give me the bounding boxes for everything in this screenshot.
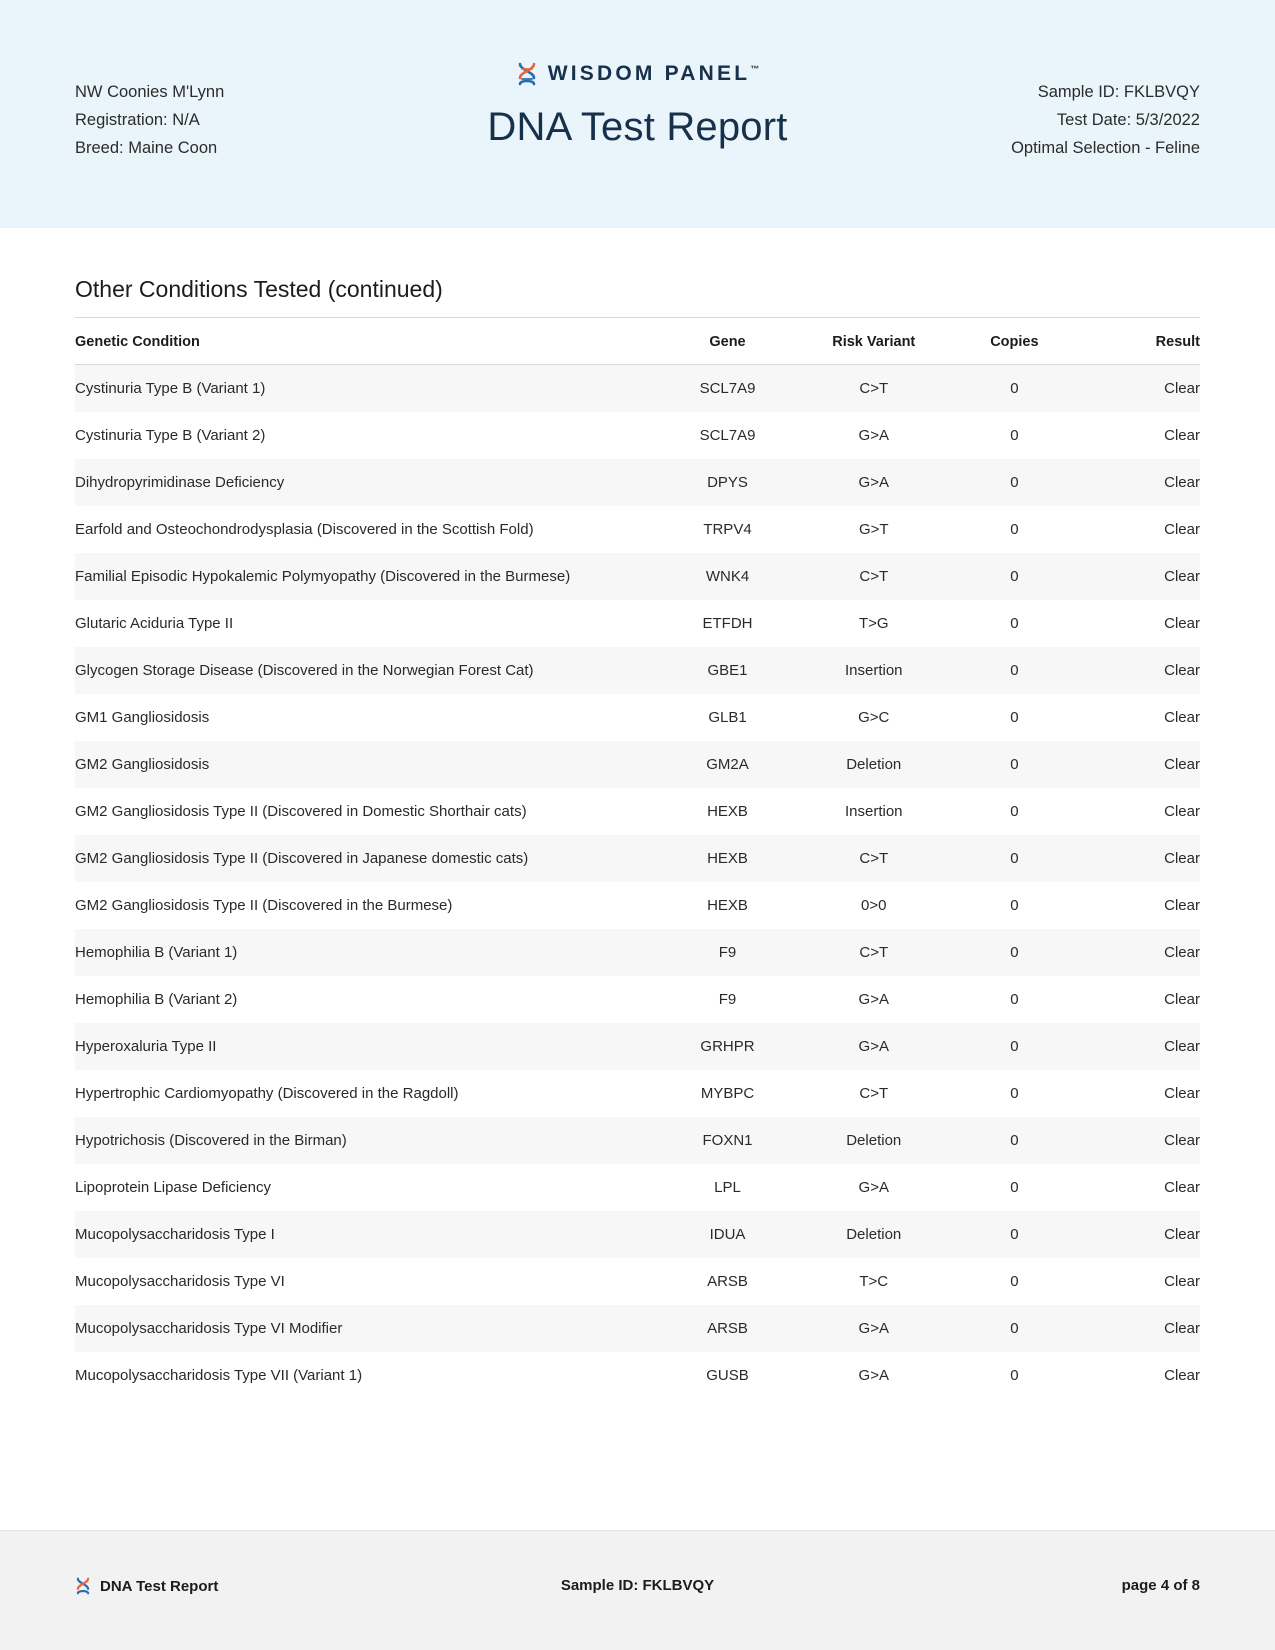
cell-gene: GM2A (706, 756, 749, 773)
cell-copies: 0 (1010, 662, 1019, 679)
cell-copies: 0 (1010, 850, 1019, 867)
cell-result: Clear (1164, 709, 1200, 726)
cell-risk-variant: C>T (859, 1085, 889, 1102)
cell-gene: GRHPR (700, 1038, 755, 1055)
cell-copies: 0 (1010, 1038, 1019, 1055)
cell-risk-variant: Deletion (846, 756, 902, 773)
cell-condition: Mucopolysaccharidosis Type VI (75, 1273, 285, 1290)
cell-gene: SCL7A9 (699, 427, 756, 444)
table-row (75, 1070, 1200, 1117)
cell-gene: ETFDH (702, 615, 753, 632)
cell-result: Clear (1164, 474, 1200, 491)
product-name: Optimal Selection - Feline (1011, 139, 1200, 157)
cell-condition: Hemophilia B (Variant 1) (75, 944, 238, 961)
table-row (75, 553, 1200, 600)
table-row (75, 506, 1200, 553)
cell-risk-variant: C>T (859, 944, 889, 961)
column-header-result: Result (1076, 318, 1200, 365)
footer-sample-id: Sample ID: FKLBVQY (560, 1577, 715, 1594)
cell-condition: Lipoprotein Lipase Deficiency (75, 1179, 271, 1196)
cell-result: Clear (1164, 897, 1200, 914)
table-row (75, 600, 1200, 647)
cell-condition: Cystinuria Type B (Variant 1) (75, 380, 266, 397)
cell-gene: F9 (718, 991, 737, 1008)
cell-gene: HEXB (707, 803, 748, 820)
cell-risk-variant: C>T (859, 568, 889, 585)
column-header-condition: Genetic Condition (75, 318, 660, 365)
cell-gene: LPL (714, 1179, 741, 1196)
pet-breed: Breed: Maine Coon (75, 139, 218, 157)
pet-name: NW Coonies M'Lynn (75, 83, 225, 101)
cell-result: Clear (1164, 803, 1200, 820)
cell-result: Clear (1164, 944, 1200, 961)
cell-risk-variant: G>A (858, 991, 889, 1008)
table-row (75, 1023, 1200, 1070)
cell-condition: Dihydropyrimidinase Deficiency (75, 474, 285, 491)
cell-gene: ARSB (707, 1273, 748, 1290)
cell-risk-variant: Insertion (844, 803, 903, 820)
cell-condition: Mucopolysaccharidosis Type VII (Variant 1) (75, 1367, 363, 1384)
cell-risk-variant: G>A (858, 1038, 889, 1055)
cell-copies: 0 (1010, 380, 1019, 397)
cell-copies: 0 (1010, 568, 1019, 585)
table-row (75, 1305, 1200, 1352)
table-row (75, 459, 1200, 506)
cell-gene: ARSB (707, 1320, 748, 1337)
conditions-table-body (75, 365, 1200, 1400)
column-header-copies: Copies (953, 318, 1077, 365)
cell-result: Clear (1164, 1085, 1200, 1102)
cell-risk-variant: Insertion (844, 662, 903, 679)
cell-copies: 0 (1010, 427, 1019, 444)
pet-registration: Registration: N/A (75, 111, 200, 129)
cell-result: Clear (1164, 1273, 1200, 1290)
page-title: DNA Test Report (487, 105, 788, 149)
cell-result: Clear (1164, 1226, 1200, 1243)
table-row (75, 976, 1200, 1023)
cell-result: Clear (1164, 1179, 1200, 1196)
cell-gene: IDUA (709, 1226, 746, 1243)
cell-result: Clear (1164, 1320, 1200, 1337)
cell-copies: 0 (1010, 1085, 1019, 1102)
cell-condition: GM2 Gangliosidosis (75, 756, 210, 773)
table-row (75, 1164, 1200, 1211)
page-header (0, 0, 1275, 228)
cell-result: Clear (1164, 1132, 1200, 1149)
cell-risk-variant: G>A (858, 1179, 889, 1196)
cell-condition: Hypertrophic Cardiomyopathy (Discovered in the Ragdoll) (75, 1085, 459, 1102)
cell-condition: GM1 Gangliosidosis (75, 709, 210, 726)
cell-condition: Hemophilia B (Variant 2) (75, 991, 238, 1008)
test-date: Test Date: 5/3/2022 (1056, 111, 1200, 129)
cell-result: Clear (1164, 756, 1200, 773)
cell-gene: GLB1 (708, 709, 747, 726)
cell-copies: 0 (1010, 803, 1019, 820)
cell-gene: HEXB (707, 897, 748, 914)
cell-condition: Familial Episodic Hypokalemic Polymyopathy (Discovered in the Burmese) (75, 568, 571, 585)
cell-result: Clear (1164, 1367, 1200, 1384)
table-row (75, 694, 1200, 741)
cell-risk-variant: G>A (858, 474, 889, 491)
brand-name: WISDOM PANEL™ (547, 62, 760, 85)
table-row (75, 882, 1200, 929)
cell-gene: GUSB (706, 1367, 749, 1384)
cell-copies: 0 (1010, 1320, 1019, 1337)
cell-copies: 0 (1010, 1273, 1019, 1290)
trademark-symbol: ™ (750, 64, 760, 74)
cell-copies: 0 (1010, 756, 1019, 773)
cell-gene: GBE1 (707, 662, 748, 679)
cell-gene: MYBPC (700, 1085, 755, 1102)
cell-condition: Glutaric Aciduria Type II (75, 615, 234, 632)
table-row (75, 741, 1200, 788)
cell-condition: GM2 Gangliosidosis Type II (Discovered in the Burmese) (75, 897, 453, 914)
cell-condition: Mucopolysaccharidosis Type I (75, 1226, 275, 1243)
table-row (75, 835, 1200, 882)
cell-copies: 0 (1010, 991, 1019, 1008)
cell-risk-variant: 0>0 (861, 897, 887, 914)
section-title: Other Conditions Tested (continued) (75, 276, 443, 302)
table-row (75, 365, 1200, 413)
cell-condition: Cystinuria Type B (Variant 2) (75, 427, 266, 444)
cell-gene: TRPV4 (703, 521, 752, 538)
cell-result: Clear (1164, 568, 1200, 585)
cell-risk-variant: G>C (858, 709, 890, 726)
conditions-table (75, 318, 1200, 1399)
cell-result: Clear (1164, 1038, 1200, 1055)
cell-copies: 0 (1010, 615, 1019, 632)
table-row (75, 788, 1200, 835)
sample-info-block (1011, 78, 1200, 162)
cell-risk-variant: G>A (858, 1367, 889, 1384)
table-row (75, 647, 1200, 694)
cell-copies: 0 (1010, 1179, 1019, 1196)
footer-page-number: page 4 of 8 (1121, 1577, 1200, 1594)
cell-result: Clear (1164, 615, 1200, 632)
cell-gene: DPYS (707, 474, 748, 491)
table-row (75, 1352, 1200, 1399)
table-row (75, 929, 1200, 976)
cell-result: Clear (1164, 850, 1200, 867)
cell-gene: HEXB (707, 850, 748, 867)
cell-risk-variant: Deletion (846, 1226, 902, 1243)
cell-copies: 0 (1010, 1132, 1019, 1149)
sample-id: Sample ID: FKLBVQY (1037, 83, 1200, 101)
cell-condition: GM2 Gangliosidosis Type II (Discovered in Japanese domestic cats) (75, 850, 529, 867)
cell-copies: 0 (1010, 521, 1019, 538)
cell-condition: Hyperoxaluria Type II (75, 1038, 217, 1055)
cell-risk-variant: T>C (859, 1273, 889, 1290)
cell-copies: 0 (1010, 474, 1019, 491)
cell-result: Clear (1164, 427, 1200, 444)
cell-risk-variant: T>G (858, 615, 889, 632)
table-row (75, 1258, 1200, 1305)
cell-condition: Mucopolysaccharidosis Type VI Modifier (75, 1320, 343, 1337)
cell-risk-variant: G>A (858, 1320, 889, 1337)
cell-condition: GM2 Gangliosidosis Type II (Discovered in Domestic Shorthair cats) (75, 803, 527, 820)
cell-risk-variant: C>T (859, 850, 889, 867)
dna-helix-icon (516, 62, 538, 86)
main-content (0, 276, 1275, 1399)
cell-copies: 0 (1010, 1226, 1019, 1243)
cell-copies: 0 (1010, 944, 1019, 961)
table-row (75, 1117, 1200, 1164)
cell-risk-variant: G>A (858, 427, 889, 444)
cell-copies: 0 (1010, 897, 1019, 914)
cell-risk-variant: G>T (858, 521, 889, 538)
cell-copies: 0 (1010, 709, 1019, 726)
cell-gene: WNK4 (705, 568, 750, 585)
cell-result: Clear (1164, 380, 1200, 397)
cell-gene: FOXN1 (702, 1132, 753, 1149)
table-header-row (75, 318, 1200, 365)
cell-gene: F9 (718, 944, 737, 961)
column-header-gene: Gene (660, 318, 795, 365)
page-footer (0, 1530, 1275, 1650)
cell-result: Clear (1164, 991, 1200, 1008)
cell-copies: 0 (1010, 1367, 1019, 1384)
cell-risk-variant: Deletion (846, 1132, 902, 1149)
cell-gene: SCL7A9 (699, 380, 756, 397)
column-header-risk-variant: Risk Variant (795, 318, 953, 365)
table-row (75, 1211, 1200, 1258)
cell-result: Clear (1164, 521, 1200, 538)
footer-left-text: DNA Test Report (100, 1577, 219, 1595)
cell-result: Clear (1164, 662, 1200, 679)
table-row (75, 412, 1200, 459)
cell-condition: Hypotrichosis (Discovered in the Birman) (75, 1132, 347, 1149)
cell-condition: Earfold and Osteochondrodysplasia (Discovered in the Scottish Fold) (75, 521, 534, 538)
cell-condition: Glycogen Storage Disease (Discovered in the Norwegian Forest Cat) (75, 662, 534, 679)
brand-lockup (516, 62, 760, 86)
cell-risk-variant: C>T (859, 380, 889, 397)
